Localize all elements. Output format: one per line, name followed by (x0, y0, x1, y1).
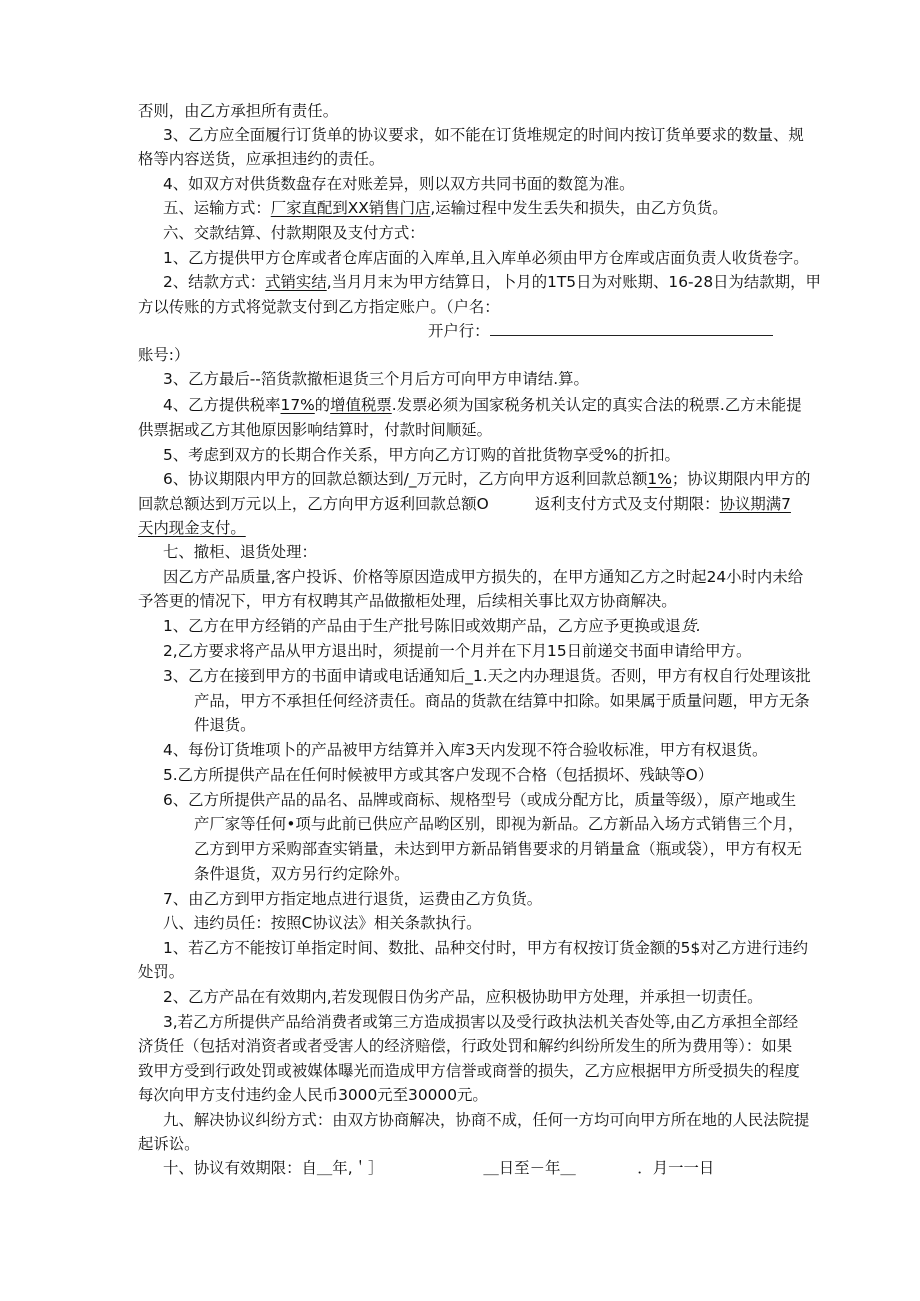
text-line (138, 961, 184, 983)
text-line (163, 1157, 714, 1179)
text-line (138, 148, 384, 170)
line-text: 2,乙方要求将产品从甲方退出时，须提前一个月并在下月15日前递交书面申请给甲方。 (163, 642, 752, 660)
text-line (163, 394, 802, 416)
line-text: 十、协议有效期限：自＿年,＇］ ＿日至－年＿ ．月一一日 (163, 1159, 715, 1177)
line-text: .发票必须为国家税务机关认定的真实合法的税票.乙方未能提 (391, 396, 802, 414)
text-line (138, 493, 791, 515)
text-line (194, 838, 802, 860)
line-text: 3、乙方应全面履行订货单的协议要求，如不能在订货堆规定的时间内按订货单要求的数量、规 (163, 126, 804, 144)
line-text: 6、协议期限内甲方的回款总额达到/_万元时，乙方向甲方返利回款总额 (163, 470, 648, 488)
text-line (163, 764, 713, 786)
text-line (163, 789, 796, 811)
line-text: 七、撤柜、退货处理： (163, 543, 317, 561)
underlined-text: 协议期满7 (719, 495, 791, 513)
line-text: 每次向甲方支付违约金人民币3000元至30000元。 (138, 1086, 488, 1104)
line-text: 账号:） (138, 346, 190, 364)
text-line (163, 986, 763, 1008)
text-line (138, 1060, 800, 1082)
line-text: 格等内容送货，应承担违约的责任。 (138, 150, 385, 168)
line-text: 开户行： (428, 322, 490, 340)
line-text: 7、由乙方到甲方指定地点进行退货，运费由乙方负货。 (163, 890, 543, 908)
line-text: 5、考虑到双方的长期合作关系，甲方向乙方订购的首批货物享受%的折扣。 (163, 446, 680, 464)
line-text: 九、解决协议纠纷方式：由双方协商解决，协商不成，任何一方均可向甲方所在地的人民法院提 (163, 1111, 810, 1129)
text-line (163, 368, 589, 390)
line-text: 3,若乙方所提供产品给消费者或第三方造成损害以及受行政执法机关杳处等,由乙方承担全部经 (163, 1013, 799, 1031)
text-line (163, 615, 701, 637)
underlined-text: 天内现金支付。 (138, 519, 246, 537)
text-line (163, 541, 317, 563)
underlined-text: 厂家直配到XX销售门店 (270, 199, 431, 217)
line-text: 致甲方受到行政处罚或被媒体曝光而造成甲方信誉或商誉的损失，乙方应根据甲方所受损失的程度 (138, 1062, 800, 1080)
line-text: 4、乙方提供税率 (163, 396, 281, 414)
text-line (163, 1109, 809, 1131)
line-text: 五、运输方式： (163, 199, 271, 217)
line-text: 6、乙方所提供产品的品名、品牌或商标、规格型号（或成分配方比，质量等级），原产地或生 (163, 791, 797, 809)
line-text: 否则，由乙方承担所有责任。 (138, 102, 339, 120)
text-line (163, 665, 811, 687)
line-text: 件退货。 (194, 716, 256, 734)
text-line (163, 222, 425, 244)
line-text: 济货任（包括对消资者或者受害人的经济赔偿，行政处罚和解约纠纷所发生的所为费用等）：如果 (138, 1037, 793, 1055)
line-text: 的 (314, 396, 331, 414)
line-text: 2、乙方产品在有效期内,若发现假日伪劣产品，应积极协助甲方处理，并承担一切责任。 (163, 988, 763, 1006)
line-text: 乙方到甲方采购部查实销量，未达到甲方新品销售要求的月销量盒（瓶或袋），甲方有权无 (194, 840, 802, 858)
text-line (163, 173, 635, 195)
line-text: 供票据或乙方其他原因影响结算时，付款时间顺延。 (138, 421, 492, 439)
text-line (138, 419, 492, 441)
line-text: 4、如双方对供货数盘存在对账差异，则以双方共同书面的数箆为准。 (163, 175, 635, 193)
text-line (138, 590, 677, 612)
text-line (163, 912, 482, 934)
text-line (194, 714, 256, 736)
text-line (138, 296, 500, 318)
text-line (163, 937, 808, 959)
underlined-text: 式销实结 (265, 273, 327, 291)
line-text: 3、乙方最后--箔货款撤柜退货三个月后方可向甲方申请结.算。 (163, 370, 589, 388)
line-text: ,当月月末为甲方结算日，卜月的1T5日为对账期、16-28日为结款期，甲 (326, 273, 821, 291)
line-text: 1、乙方提供甲方仓库或者仓库店面的入库单,且入库单必须由甲方仓库或店面负责人收货卷字。 (163, 249, 809, 267)
line-text: 1、乙方在甲方经销的产品由于生产批号陈旧或效期产品，乙方应予更换或退 (163, 617, 681, 635)
line-text: 3、乙方在接到甲方的书面申请或电话通知后_1.天之内办理退货。否则，甲方有权自行处理该批 (163, 667, 811, 685)
text-line (194, 863, 409, 885)
text-line (138, 517, 246, 539)
fill-in-blank (490, 321, 773, 336)
text-line (163, 468, 810, 490)
text-line (163, 271, 821, 293)
line-text: 5.乙方所提供产品在任何时候被甲方或其客户发现不合格（包括损坏、残缺等O） (163, 766, 714, 784)
underlined-text: 1% (647, 470, 672, 488)
text-line (163, 247, 809, 269)
text-line (194, 690, 810, 712)
line-text: 2、结款方式： (163, 273, 266, 291)
text-line (163, 1011, 798, 1033)
line-text: 货. (680, 617, 701, 635)
text-line (138, 1133, 200, 1155)
line-text: 八、违约员任：按照C协议法》相关条款执行。 (163, 914, 482, 932)
underlined-text: 17% (280, 396, 315, 414)
text-line (163, 197, 728, 219)
text-line (163, 124, 804, 146)
text-line (138, 1084, 488, 1106)
text-line (138, 1035, 792, 1057)
line-text: 1、若乙方不能按订单指定时间、数批、品种交付时，甲方有权按订货金额的5$对乙方进行违约 (163, 939, 809, 957)
line-text: 处罚。 (138, 963, 185, 981)
text-line (138, 100, 338, 122)
line-text: ；协议期限内甲方的 (671, 470, 811, 488)
line-text: 条件退货，双方另行约定除外。 (194, 865, 410, 883)
text-line (138, 344, 189, 366)
line-text: 产厂家等任何•项与此前已供应产品哟区别，即视为新品。乙方新品入场方式销售三个月， (194, 815, 804, 833)
line-text: 予答更的情况下，甲方有权聘其产品做撤柜处理，后续相关事比双方协商解决。 (138, 592, 677, 610)
line-text: 产品，甲方不承担任何经济责任。商品的货款在结算中扣除。如果属于质量问题，甲方无条 (194, 692, 810, 710)
text-line (163, 888, 542, 910)
text-line (163, 566, 803, 588)
underlined-text: 增值税票 (330, 396, 392, 414)
text-line (163, 739, 767, 761)
line-text: ,运输过程中发生丢失和损失，由乙方负货。 (430, 199, 728, 217)
line-text: 六、交款结算、付款期限及支付方式： (163, 224, 425, 242)
text-line (163, 640, 751, 662)
text-line (428, 320, 773, 342)
line-text: 4、每份订货堆项卜的产品被甲方结算并入库3天内发现不符合验收标准，甲方有权退货。 (163, 741, 768, 759)
line-text: 回款总额达到万元以上，乙方向甲方返利回款总额O 返利支付方式及支付期限： (138, 495, 720, 513)
line-text: 因乙方产品质量,客户投诉、价格等原因造成甲方损失的，在甲方通知乙方之时起24小时内未给 (163, 568, 804, 586)
text-line (194, 813, 803, 835)
line-text: 起诉讼。 (138, 1135, 200, 1153)
line-text: 方以传账的方式将觉款支付到乙方指定账户。（户名： (138, 298, 500, 316)
text-line (163, 444, 680, 466)
